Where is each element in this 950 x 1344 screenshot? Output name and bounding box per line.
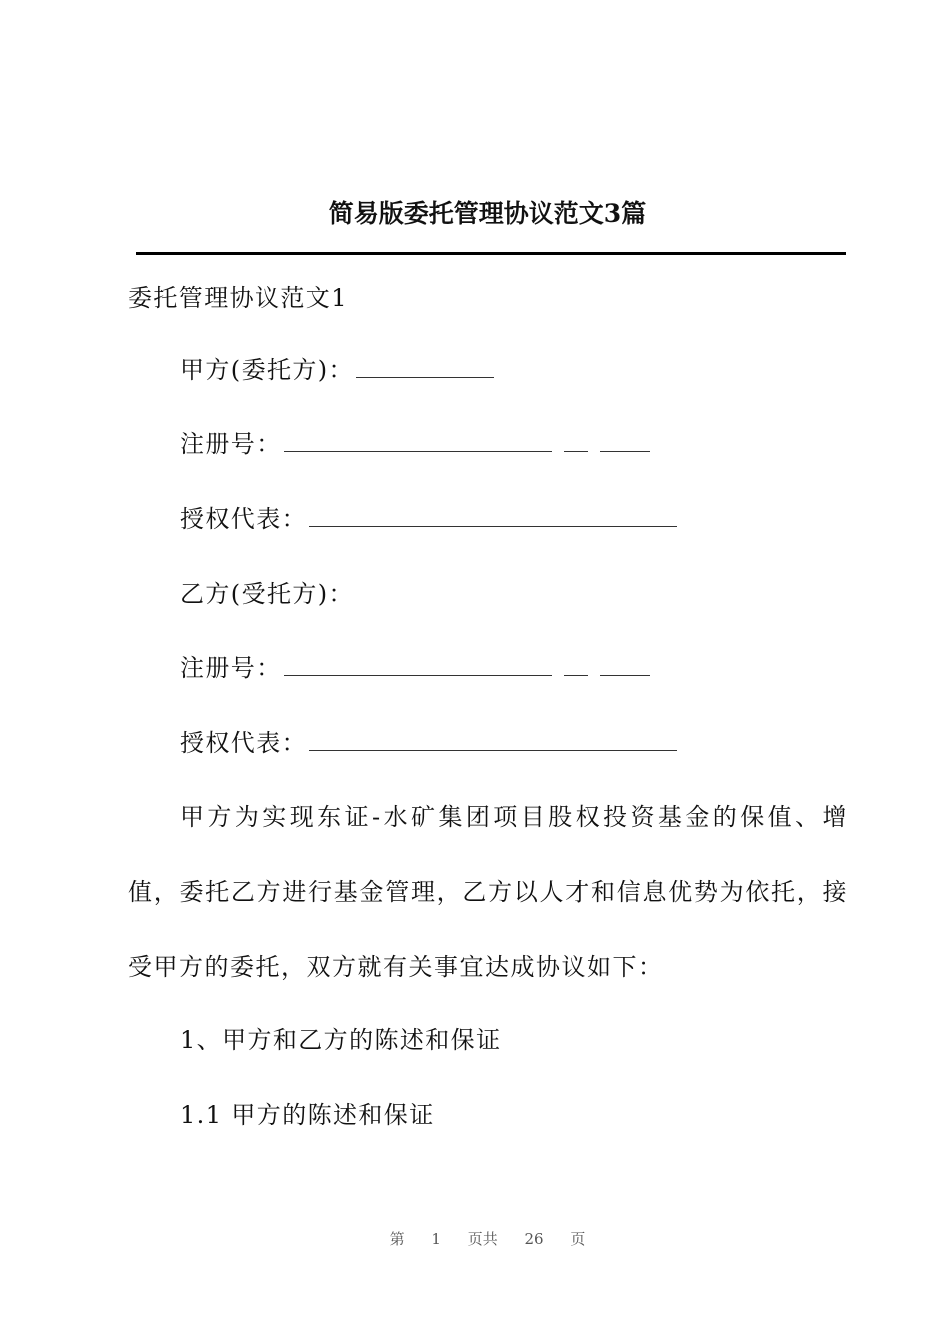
clause-1-heading: 1、甲方和乙方的陈述和保证 xyxy=(180,1026,502,1054)
footer-mid: 页共 xyxy=(467,1230,498,1248)
page-footer xyxy=(0,1228,950,1250)
section-heading: 委托管理协议范文1 xyxy=(128,284,348,312)
party-a-reg-blank-2 xyxy=(564,427,588,452)
party-a-blank xyxy=(356,353,494,378)
party-b-reg-blank-1 xyxy=(284,651,552,676)
party-b-rep-label: 授权代表： xyxy=(180,729,307,757)
party-b-row xyxy=(180,576,354,612)
party-b-rep-blank xyxy=(309,726,677,751)
party-a-rep-blank xyxy=(309,502,677,527)
footer-page-number: 1 xyxy=(431,1230,441,1248)
footer-total-pages: 26 xyxy=(524,1230,544,1248)
party-b-reg-blank-2 xyxy=(564,651,588,676)
clause-1-1-heading: 1.1 甲方的陈述和保证 xyxy=(180,1101,435,1129)
document-title: 简易版委托管理协议范文3篇 xyxy=(328,199,647,228)
party-b-label: 乙方(受托方)： xyxy=(180,580,354,608)
party-a-reg-label: 注册号： xyxy=(180,430,282,458)
party-b-rep-row xyxy=(180,725,677,761)
party-b-reg-label: 注册号： xyxy=(180,654,282,682)
party-a-rep-row xyxy=(180,501,677,537)
party-a-reg-blank-1 xyxy=(284,427,552,452)
party-a-reg-row xyxy=(180,426,650,462)
party-a-row xyxy=(180,352,494,388)
footer-suffix: 页 xyxy=(570,1230,586,1248)
title-divider xyxy=(136,252,846,255)
party-a-rep-label: 授权代表： xyxy=(180,505,307,533)
party-b-reg-row xyxy=(180,650,650,686)
party-b-reg-blank-3 xyxy=(600,651,650,676)
footer-prefix: 第 xyxy=(389,1230,405,1248)
party-a-reg-blank-3 xyxy=(600,427,650,452)
intro-paragraph: 甲方为实现东证-水矿集团项目股权投资基金的保值、增值，委托乙方进行基金管理，乙方以人才和信息优势为依托，接受甲方的委托，双方就有关事宜达成协议如下： xyxy=(128,803,848,981)
party-a-label: 甲方(委托方)： xyxy=(180,356,354,384)
